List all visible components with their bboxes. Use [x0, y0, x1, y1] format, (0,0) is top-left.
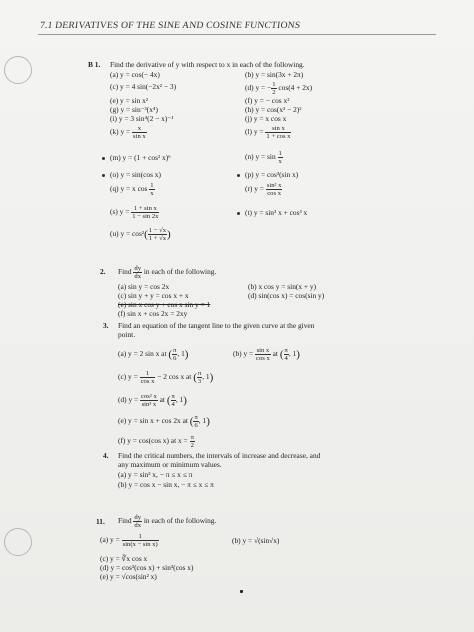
problem-2-number: 2. — [100, 267, 106, 276]
p1-item-i: (i) y = 3 sin⁴(2 − x)⁻¹ — [110, 114, 174, 123]
p3-f-num: π — [190, 434, 194, 441]
p1-item-e: (e) y = sin x² — [110, 96, 148, 105]
p3-d-y: , 1 — [175, 395, 184, 405]
p1-n-prefix: (n) y = sin — [245, 152, 276, 162]
p3-a-y: , 1 — [177, 349, 185, 359]
problem-11-instructions — [118, 514, 216, 529]
problem-4-number: 4. — [103, 451, 109, 460]
p3-f-den: 2 — [190, 442, 194, 449]
p1-s-num: 1 + sin x — [131, 205, 159, 213]
p3-c-num: 1 — [140, 370, 156, 378]
p11-a-den: sin(x − sin x) — [122, 541, 158, 548]
p3-c-prefix: (c) y = — [118, 372, 138, 382]
p1-item-s — [110, 205, 159, 220]
p3-item-e — [118, 414, 210, 429]
punch-hole-top — [4, 56, 32, 84]
p1-l-fraction — [265, 125, 291, 140]
p1-item-g: (g) y = sin⁻³(x⁴) — [110, 105, 158, 114]
p3-item-c — [118, 370, 213, 385]
p3-d-den: sin³ x — [141, 401, 157, 408]
p1-item-m: (m) y = (1 + cos² x)⁶ — [110, 153, 171, 162]
p1-d-prefix: (d) y = − — [245, 83, 272, 93]
p1-item-p: (p) y = cos³(sin x) — [245, 170, 299, 179]
p3-d-num: cos² x — [141, 393, 157, 400]
p3-item-b — [233, 347, 300, 362]
p3-b-at: at — [272, 349, 278, 359]
p1-u-den: 1 + √x — [148, 235, 166, 242]
p1-item-o: (o) y = sin(cos x) — [110, 170, 161, 179]
p3-a-lparen: ( — [168, 348, 173, 361]
p1-item-n — [245, 150, 283, 165]
problem-2-instructions — [118, 265, 216, 280]
p1-item-a: (a) y = cos(− 4x) — [110, 70, 160, 79]
p2-item-a: (a) sin y = cos 2x — [118, 282, 170, 291]
header-rule — [38, 34, 436, 35]
p1-item-l — [245, 125, 291, 140]
p3-b-x-num: π — [284, 347, 288, 354]
p11-a-num: 1 — [122, 533, 159, 541]
bullet-mark-m — [102, 157, 105, 160]
p3-d-fraction — [140, 393, 158, 408]
p1-item-j: (j) y = x cos x — [245, 114, 287, 123]
problem-4-instructions-line1: Find the critical numbers, the intervals of increase and decrease, and — [118, 451, 321, 460]
p1-n-fraction — [278, 150, 283, 165]
p1-q-prefix: (q) y = x cos — [110, 184, 148, 194]
p2-find: Find — [118, 267, 132, 277]
p3-b-rparen: ) — [296, 348, 300, 361]
p1-d-den: 2 — [272, 89, 276, 96]
p1-item-f: (f) y = − cos x² — [245, 96, 290, 105]
p3-d-prefix: (d) y = — [118, 395, 139, 405]
p3-d-at: at — [159, 395, 165, 405]
p3-b-num: sin x — [256, 347, 270, 354]
p1-u-prefix: (u) y = cos² — [110, 229, 145, 239]
p3-b-fraction — [255, 347, 271, 362]
p1-item-d — [245, 81, 312, 96]
p11-dy: dy — [134, 514, 142, 521]
p3-e-lparen: ( — [189, 415, 194, 428]
p1-s-den: 1 − sin 2x — [132, 213, 159, 220]
p1-l-num: sin x — [265, 125, 291, 133]
p3-c-x-den: 3 — [197, 378, 202, 385]
problem-4-instructions-line2: any maximum or minimum values. — [118, 460, 222, 469]
p1-k-num: x — [132, 125, 147, 133]
p3-e-x-den: 6 — [194, 422, 198, 429]
p1-d-num: 1 — [272, 81, 276, 88]
p2-dx: dx — [134, 273, 142, 280]
p1-item-k — [110, 125, 147, 140]
p3-c-rparen: ) — [209, 371, 214, 384]
p11-item-e: (e) y = √cos(sin² x) — [100, 572, 157, 581]
p1-item-b: (b) y = sin(3x + 2π) — [245, 70, 304, 79]
p3-item-d — [118, 393, 187, 408]
p11-item-c: (c) y = ∛x cos x — [100, 554, 148, 563]
p1-k-den: sin x — [133, 133, 146, 140]
p1-u-rparen: ) — [167, 228, 171, 241]
p1-s-prefix: (s) y = — [110, 207, 130, 217]
p2-dydx — [133, 265, 142, 280]
p4-item-b: (b) y = cos x − sin x, − π ≤ x ≤ π — [118, 480, 214, 489]
p11-item-d: (d) y = cos³(cos x) + sin³(cos x) — [100, 563, 194, 572]
p1-q-den: x — [150, 190, 154, 197]
page-header-title: 7.1 DERIVATIVES OF THE SINE AND COSINE FUNCTIONS — [39, 20, 301, 31]
p11-rest: in each of the following. — [143, 516, 217, 526]
problem-3-instructions-line1: Find an equation of the tangent line to the given curve at the given — [118, 321, 315, 330]
p3-e-rparen: ) — [206, 415, 210, 428]
p11-find: Find — [118, 516, 132, 526]
p3-f-text: (f) y = cos(cos x) at x = — [118, 436, 188, 446]
p1-r-fraction — [266, 182, 283, 197]
p1-n-num: 1 — [278, 150, 282, 157]
punch-hole-bottom — [4, 528, 32, 556]
p3-c-mid: − 2 cos x at — [155, 372, 192, 382]
p2-item-b: (b) x cos y = sin(x + y) — [248, 282, 317, 291]
p1-u-lparen: ( — [144, 228, 148, 241]
p3-c-lparen: ( — [193, 371, 197, 384]
problem-3-number: 3. — [103, 321, 109, 330]
p11-dx: dx — [134, 522, 142, 529]
p1-s-fraction — [131, 205, 159, 220]
p11-a-fraction — [122, 533, 159, 548]
p3-d-rparen: ) — [183, 394, 187, 407]
problem-1-instructions: Find the derivative of y with respect to x in each of the following. — [110, 60, 305, 69]
p11-a-prefix: (a) y = — [100, 535, 120, 545]
p3-a-x-num: π — [173, 347, 177, 354]
bullet-mark-t — [237, 212, 240, 215]
p3-d-lparen: ( — [166, 394, 171, 407]
p3-e-y: , 1 — [198, 416, 207, 426]
p3-a-text: (a) y = 2 sin x at — [118, 349, 167, 359]
p2-item-d: (d) sin(cos x) = cos(sin y) — [248, 291, 325, 300]
p3-a-rparen: ) — [184, 348, 189, 361]
p3-c-x-num: π — [197, 370, 202, 377]
p1-item-t: (t) y = sin³ x + cos³ x — [245, 208, 308, 217]
problem-1-number: B 1. — [88, 60, 101, 69]
stray-mark — [240, 590, 243, 593]
p1-n-den: x — [278, 158, 282, 165]
p3-f-fraction — [190, 434, 195, 449]
p3-c-y: , 1 — [202, 372, 210, 382]
p11-item-a — [100, 533, 159, 548]
p2-rest: in each of the following. — [143, 267, 217, 277]
p3-b-prefix: (b) y = — [233, 349, 254, 359]
p1-k-fraction — [132, 125, 147, 140]
p2-dy: dy — [134, 265, 142, 272]
p1-r-num: sin² x — [266, 182, 282, 189]
problem-11-number: 11. — [96, 517, 105, 526]
p1-d-suffix: cos(4 + 2x) — [276, 83, 313, 93]
p1-r-prefix: (r) y = — [245, 184, 264, 194]
p1-k-prefix: (k) y = — [110, 127, 131, 137]
p3-d-x-den: 4 — [171, 401, 175, 408]
problem-3-instructions-line2: point. — [118, 330, 136, 339]
p1-l-den: 1 + cos x — [266, 133, 291, 140]
p3-a-x-den: 6 — [173, 355, 177, 362]
p2-item-e: (e) sin x cos y + cos x sin y = 1 — [118, 300, 211, 309]
p1-l-prefix: (l) y = — [245, 127, 264, 137]
p11-dydx — [133, 514, 142, 529]
p3-b-y: , 1 — [288, 349, 297, 359]
p3-b-den: cos x — [256, 355, 270, 362]
p3-b-x-den: 4 — [284, 355, 288, 362]
p11-item-b: (b) y = √(sin√x) — [232, 536, 280, 545]
p1-q-num: 1 — [150, 182, 154, 189]
bullet-mark-p — [237, 174, 240, 177]
p3-item-f — [118, 434, 195, 449]
p3-e-text: (e) y = sin x + cos 2x at — [118, 416, 188, 426]
p3-c-fraction — [140, 370, 156, 385]
p3-c-den: cos x — [140, 378, 155, 385]
p3-b-lparen: ( — [279, 348, 284, 361]
p1-u-num: 1 − √x — [148, 227, 166, 234]
p3-d-x-num: π — [171, 393, 175, 400]
p1-item-r — [245, 182, 282, 197]
p1-q-fraction — [149, 182, 154, 197]
p1-u-fraction — [148, 227, 167, 242]
p4-item-a: (a) y = sin² x, − π ≤ x ≤ π — [118, 470, 193, 479]
p1-r-den: cos x — [267, 190, 281, 197]
p1-item-c: (c) y = 4 sin(−2x² − 3) — [110, 82, 177, 91]
p1-item-h: (h) y = cos(x² − 2)² — [245, 105, 302, 114]
bullet-mark-o — [102, 174, 105, 177]
p1-item-q — [110, 182, 155, 197]
p1-item-u — [110, 227, 171, 242]
p3-item-a — [118, 347, 188, 362]
p2-item-f: (f) sin x + cos 2x = 2xy — [118, 309, 188, 318]
p3-e-x-num: π — [194, 414, 198, 421]
p2-item-c: (c) sin y + y = cos x + x — [118, 291, 189, 300]
